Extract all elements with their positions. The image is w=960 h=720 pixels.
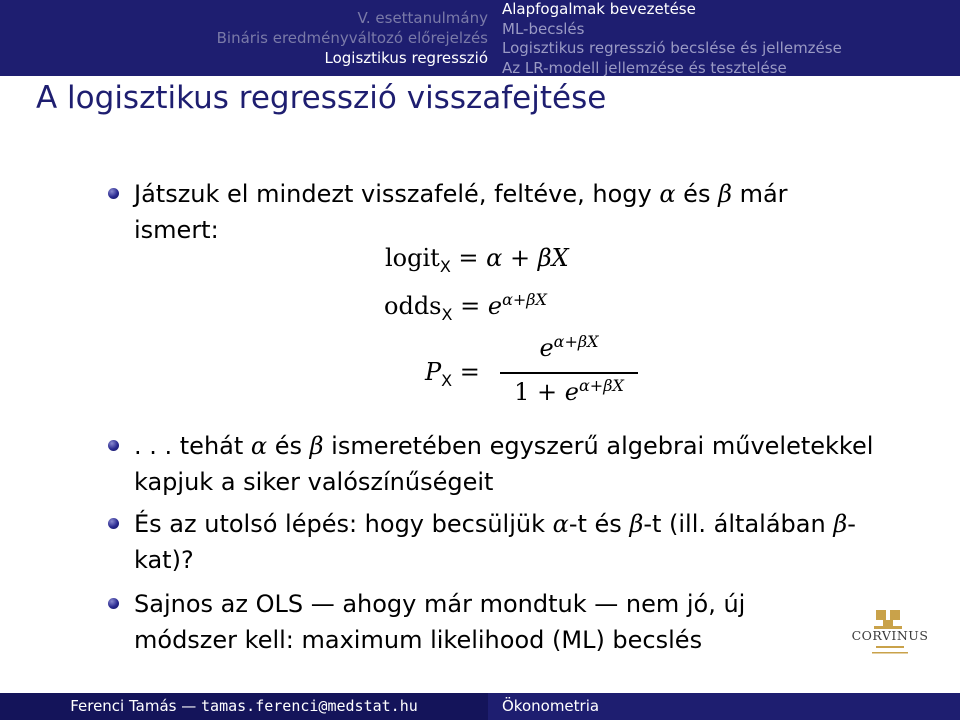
bullet-item-3	[134, 506, 874, 578]
math-alpha: α	[659, 180, 676, 208]
bullet-marker	[108, 598, 119, 609]
bullet-text: és	[675, 180, 719, 208]
math-beta: β	[309, 432, 324, 460]
bullet-text: és	[267, 432, 310, 460]
equation-logit	[385, 244, 569, 276]
eq-text: 1 +	[514, 378, 565, 406]
eq-text: e	[539, 334, 554, 362]
nav-section-binary-forecast[interactable]: Bináris eredményváltozó előrejelzés	[216, 29, 488, 47]
nav-subsection-ml[interactable]: ML-becslés	[502, 19, 585, 38]
nav-section-logistic-regression[interactable]: Logisztikus regresszió	[324, 49, 488, 67]
bullet-marker	[108, 440, 119, 451]
bullet-text: -t (ill. általában	[643, 510, 834, 538]
equation-odds	[384, 290, 547, 324]
crest-icon	[874, 610, 902, 629]
eq-sup: α+βX	[578, 376, 624, 395]
bullet-text: -t és	[568, 510, 630, 538]
bullet-text: -kat)?	[134, 510, 856, 574]
bullet-marker	[108, 518, 119, 529]
eq-text: logit	[385, 244, 440, 272]
nav-section-case-study[interactable]: V. esettanulmány	[357, 9, 488, 27]
bullet-item-2	[134, 428, 874, 500]
eq-sup: α+βX	[502, 290, 547, 309]
eq-text: =	[460, 292, 488, 320]
nav-subsection-lr-testing[interactable]: Az LR-modell jellemzése és tesztelése	[502, 58, 787, 77]
crest-base-icon	[872, 646, 908, 654]
footer-course: Ökonometria	[502, 697, 600, 715]
author-name: Ferenci Tamás —	[70, 697, 202, 715]
eq-sub: X	[439, 256, 451, 276]
eq-text: odds	[384, 292, 442, 320]
fraction-numerator	[500, 332, 638, 362]
bullet-item-4: Sajnos az OLS — ahogy már mondtuk — nem jó, új módszer kell: maximum likelihood (ML) becslés	[134, 590, 746, 654]
logo-wordmark: CORVINUS	[851, 628, 929, 643]
eq-text: e	[487, 292, 503, 320]
nav-subsection-basics[interactable]: Alapfogalmak bevezetése	[502, 0, 696, 18]
math-beta: β	[833, 510, 848, 538]
eq-text: = α + βX	[458, 244, 569, 272]
author-email[interactable]: tamas.ferenci@medstat.hu	[201, 697, 418, 715]
eq-text: P	[425, 358, 442, 386]
bullet-text: ismeretében egyszerű algebrai műveletekkel kapjuk a siker valószínűségeit	[134, 432, 874, 496]
fraction-bar	[500, 372, 638, 374]
corvinus-logo	[850, 608, 930, 672]
eq-sub: X	[441, 370, 453, 390]
footer-author	[0, 697, 488, 715]
eq-text: =	[459, 358, 480, 386]
fraction-denominator	[500, 376, 638, 406]
bullet-item-1	[134, 176, 874, 248]
eq-sup: α+βX	[553, 332, 599, 351]
math-beta: β	[718, 180, 732, 208]
eq-sub: X	[441, 304, 453, 324]
bullet-text: már ismert:	[134, 180, 788, 244]
math-alpha: α	[250, 432, 268, 460]
nav-subsections-right	[502, 0, 952, 78]
math-alpha: α	[552, 510, 569, 538]
nav-sections-left	[0, 8, 488, 68]
eq-text: e	[564, 378, 579, 406]
equation-p-lhs	[425, 358, 480, 390]
bullet-text: És az utolsó lépés: hogy becsüljük	[134, 510, 553, 538]
bullet-text: Játszuk el mindezt visszafelé, feltéve, hogy	[134, 180, 660, 208]
slide-title: A logisztikus regresszió visszafejtése	[36, 80, 607, 116]
nav-subsection-lr-estimation[interactable]: Logisztikus regresszió becslése és jellemzése	[502, 39, 842, 57]
bullet-marker	[108, 188, 119, 199]
bullet-text: . . . tehát	[134, 432, 251, 460]
math-beta: β	[629, 510, 644, 538]
